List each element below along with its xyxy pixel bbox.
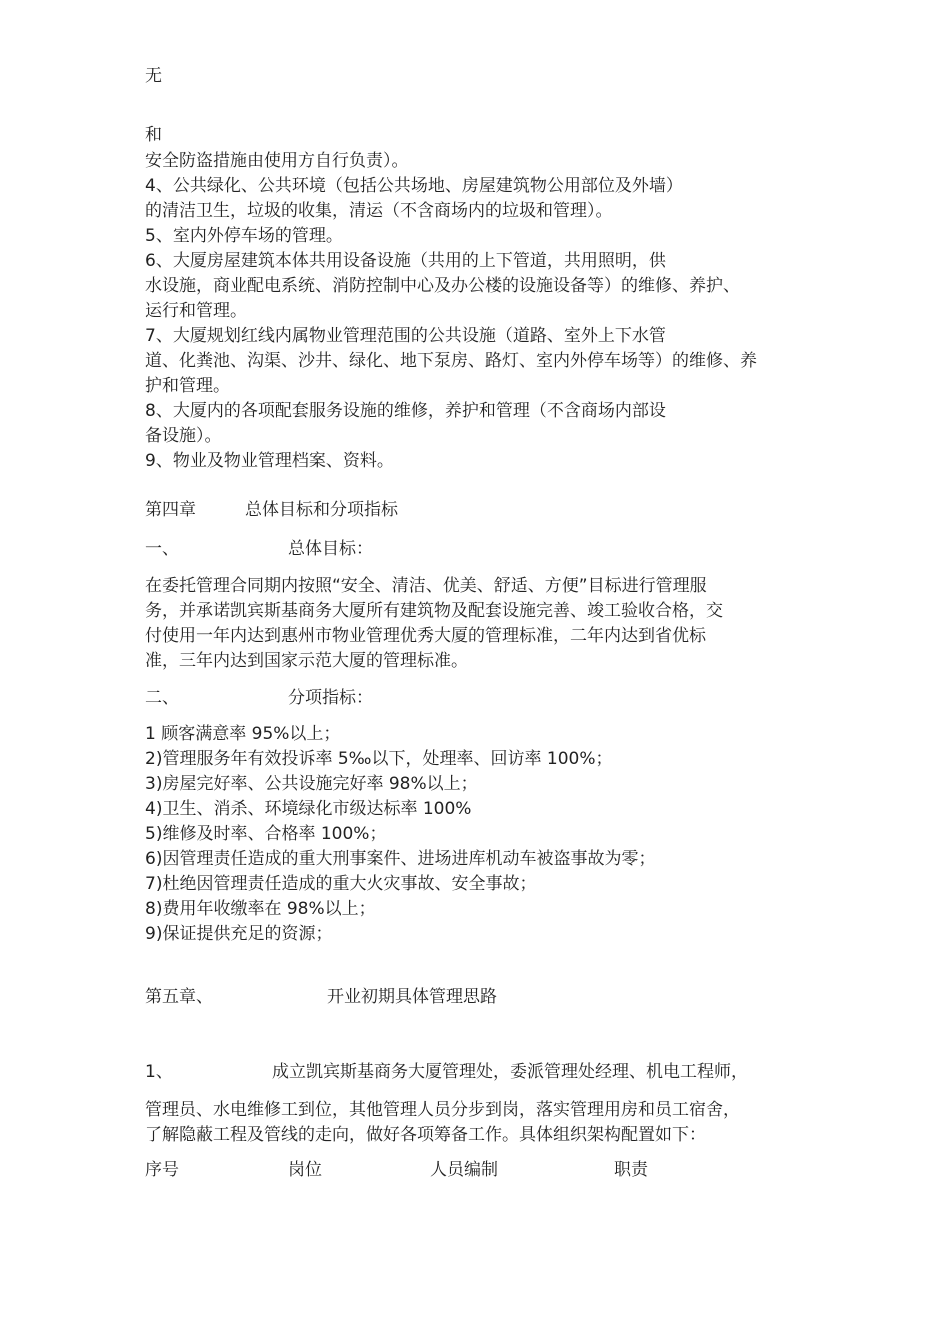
indicator-item: 9)保证提供充足的资源； [145, 924, 333, 944]
text-line: 安全防盗措施由使用方自行负责）。 [145, 151, 409, 171]
section-title: 分项指标： [288, 688, 373, 708]
text-line: 水设施，商业配电系统、消防控制中心及办公楼的设施设备等）的维修、养护、 [145, 276, 740, 296]
table-header-cell: 岗位 [288, 1160, 322, 1180]
text-line: 护和管理。 [145, 376, 230, 396]
table-header-cell: 职责 [614, 1160, 648, 1180]
paragraph-line: 成立凯宾斯基商务大厦管理处，委派管理处经理、机电工程师， [272, 1062, 748, 1082]
list-item: 5、室内外停车场的管理。 [145, 226, 343, 246]
section-number: 二、 [145, 688, 179, 708]
chapter-heading-title: 开业初期具体管理思路 [327, 987, 497, 1007]
text-line: 道、化粪池、沟渠、沙井、绿化、地下泵房、路灯、室内外停车场等）的维修、养 [145, 351, 757, 371]
indicator-item: 1 顾客满意率 95%以上； [145, 724, 341, 744]
text-line: 和 [145, 125, 162, 145]
indicator-item: 2)管理服务年有效投诉率 5‰以下，处理率、回访率 100%； [145, 749, 613, 769]
indicator-item: 6)因管理责任造成的重大刑事案件、进场进库机动车被盗事故为零； [145, 849, 656, 869]
paragraph-line: 了解隐蔽工程及管线的走向，做好各项筹备工作。具体组织架构配置如下： [145, 1125, 706, 1145]
text-line: 备设施）。 [145, 426, 222, 446]
section-title: 总体目标： [288, 539, 373, 559]
text-line: 运行和管理。 [145, 301, 247, 321]
section-number: 一、 [145, 539, 179, 559]
text-line: 无 [145, 66, 162, 86]
paragraph-number: 1、 [145, 1062, 173, 1082]
table-header-cell: 人员编制 [430, 1160, 498, 1180]
list-item: 8、大厦内的各项配套服务设施的维修，养护和管理（不含商场内部设 [145, 401, 666, 421]
indicator-item: 4)卫生、消杀、环境绿化市级达标率 100% [145, 799, 472, 819]
text-line: 的清洁卫生，垃圾的收集，清运（不含商场内的垃圾和管理）。 [145, 201, 613, 221]
chapter-heading-label: 第五章、 [145, 987, 213, 1007]
list-item: 4、公共绿化、公共环境（包括公共场地、房屋建筑物公用部位及外墙） [145, 176, 683, 196]
indicator-item: 8)费用年收缴率在 98%以上； [145, 899, 376, 919]
indicator-item: 5)维修及时率、合格率 100%； [145, 824, 387, 844]
list-item: 6、大厦房屋建筑本体共用设备设施（共用的上下管道，共用照明，供 [145, 251, 666, 271]
indicator-item: 3)房屋完好率、公共设施完好率 98%以上； [145, 774, 478, 794]
list-item: 9、物业及物业管理档案、资料。 [145, 451, 394, 471]
chapter-heading-title: 总体目标和分项指标 [245, 500, 398, 520]
indicator-item: 7)杜绝因管理责任造成的重大火灾事故、安全事故； [145, 874, 537, 894]
table-header-cell: 序号 [145, 1160, 179, 1180]
paragraph-line: 管理员、水电维修工到位，其他管理人员分步到岗，落实管理用房和员工宿舍， [145, 1100, 740, 1120]
paragraph-line: 付使用一年内达到惠州市物业管理优秀大厦的管理标准，二年内达到省优标 [145, 626, 706, 646]
chapter-heading-label: 第四章 [145, 500, 196, 520]
paragraph-line: 准，三年内达到国家示范大厦的管理标准。 [145, 651, 468, 671]
list-item: 7、大厦规划红线内属物业管理范围的公共设施（道路、室外上下水管 [145, 326, 666, 346]
paragraph-line: 在委托管理合同期内按照“安全、清洁、优美、舒适、方便”目标进行管理服 [145, 576, 707, 596]
paragraph-line: 务，并承诺凯宾斯基商务大厦所有建筑物及配套设施完善、竣工验收合格，交 [145, 601, 723, 621]
